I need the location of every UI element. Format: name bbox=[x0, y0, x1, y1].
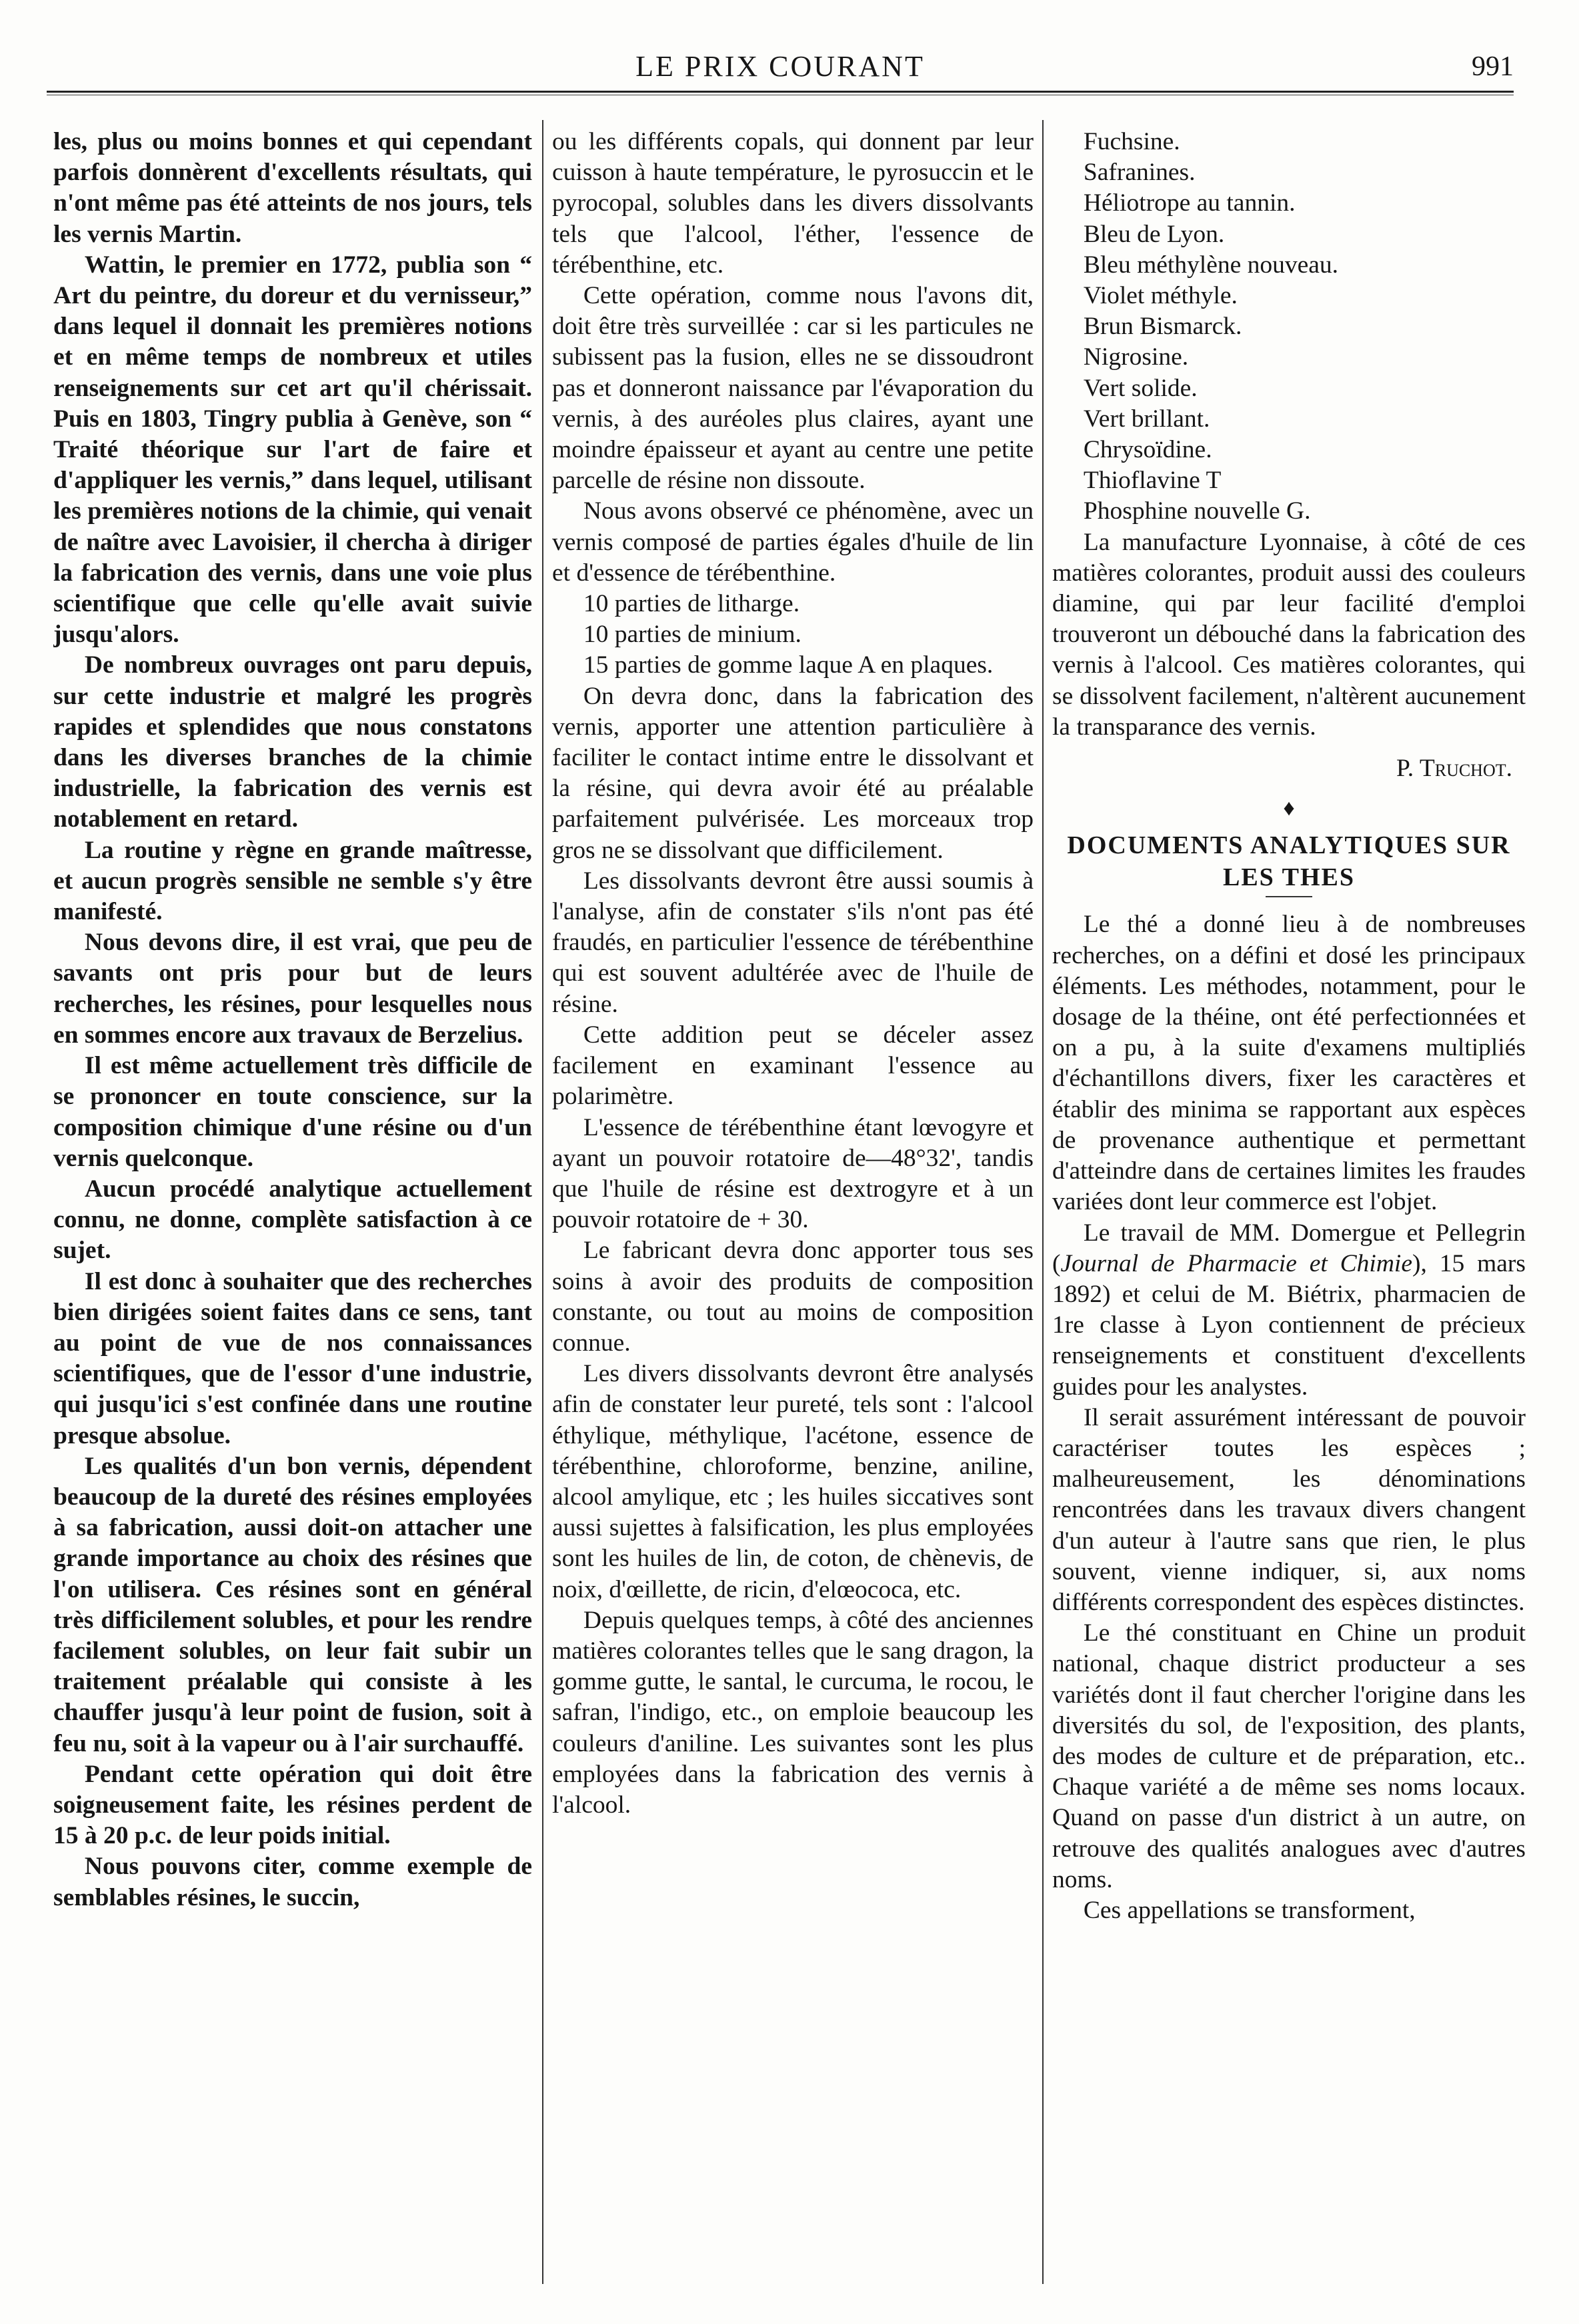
colorant-item: Bleu méthylène nouveau. bbox=[1083, 251, 1339, 279]
paragraph: Les divers dissolvants devront être analysés afin de constater leur pureté, tels sont : l'alcool éthylique, méthylique, l'acétone, essence de térébenthine, chloroforme, benzine, aniline, alcool amylique, etc ; les huiles siccatives sont aussi sujettes à falsification, les plus employées sont les huiles de lin, de coton, de chènevis, de noix, d'œillette, de ricin, d'elœococa, etc. bbox=[552, 1360, 1034, 1603]
paragraph: Il est même actuellement très difficile de se prononcer en toute conscience, sur la composition chimique d'une résine ou d'un vernis quelconque. bbox=[53, 1052, 532, 1172]
paragraph: ou les différents copals, qui donnent par leur cuisson à haute température, le pyrosuccin et le pyrocopal, solubles dans les divers dissolvants tels que l'alcool, l'éther, l'essence de térébenthine, etc. bbox=[552, 128, 1034, 279]
section-title: DOCUMENTS ANALYTIQUES SUR LES THES bbox=[1067, 831, 1511, 892]
colorant-item: Chrysoïdine. bbox=[1083, 436, 1212, 464]
paragraph: Le thé a donné lieu à de nombreuses recherches, on a défini et dosé les principaux éléments. Les méthodes, notamment, pour le dosage de la théine, ont été perfectionnées et on a pu, à la suite d'examens multipliés d'échantillons divers, fixer les caractères et établir des minima se rapportant aux espèces de provenance authentique et permettant d'atteindre dans de certaines limites les fraudes variées dont leur commerce est l'objet. bbox=[1052, 911, 1526, 1216]
paragraph: Nous devons dire, il est vrai, que peu de savants ont pris pour but de leurs recherches, les résines, pour lesquelles nous en sommes encore aux travaux de Berzelius. bbox=[53, 929, 532, 1049]
paragraph: La routine y règne en grande maîtresse, et aucun progrès sensible ne semble s'y être manifesté. bbox=[53, 836, 532, 926]
colorant-item: Brun Bismarck. bbox=[1083, 313, 1242, 341]
paragraph: les, plus ou moins bonnes et qui cependant parfois donnèrent d'excellents résultats, qui n'ont même pas été atteints de nos jours, tels les vernis Martin. bbox=[53, 128, 532, 248]
paragraph: Les dissolvants devront être aussi soumis à l'analyse, afin de constater s'ils n'ont pas été fraudés, en particulier l'essence de térébenthine qui est souvent adultérée avec de l'huile de résine. bbox=[552, 867, 1034, 1018]
paragraph: Wattin, le premier en 1772, publia son “ Art du peintre, du doreur et du vernisseur,” dans lequel il donnait les premières notions et en même temps de nombreux et utiles renseignements sur cet art qu'il chérissait. Puis en 1803, Tingry publia à Genève, son “ Traité théorique sur l'art de faire et d'appliquer les vernis,” dans lequel, utilisant les premières notions de la chimie, qui venait de naître avec Lavoisier, il chercha à diriger la fabrication des vernis, dans une voie plus scientifique que celle qu'elle avait suivie jusqu'alors. bbox=[53, 251, 532, 649]
colorant-item: Thioflavine T bbox=[1083, 467, 1222, 495]
colorant-item: Phosphine nouvelle G. bbox=[1083, 497, 1311, 525]
title-rule bbox=[1266, 896, 1312, 897]
paragraph: Ces appellations se transforment, bbox=[1083, 1896, 1416, 1924]
colorant-item: Fuchsine. bbox=[1083, 128, 1180, 155]
paragraph bbox=[1052, 1218, 1526, 1403]
header-rule bbox=[47, 91, 1514, 95]
column-2 bbox=[552, 127, 1034, 2297]
recipe-item: 15 parties de gomme laque A en plaques. bbox=[583, 651, 994, 679]
text-run: ), 15 mars 1892) et celui de M. Biétrix, pharmacien de 1re classe à Lyon contiennent de précieux renseignements et constituent d'excellents guides pour les analystes. bbox=[1052, 1249, 1526, 1401]
paragraph: Nous avons observé ce phénomène, avec un vernis composé de parties égales d'huile de lin et d'essence de térébenthine. bbox=[552, 497, 1034, 587]
paragraph: Nous pouvons citer, comme exemple de semblables résines, le succin, bbox=[53, 1853, 532, 1911]
paragraph: De nombreux ouvrages ont paru depuis, sur cette industrie et malgré les progrès rapides et splendides que nous constatons dans les diverses branches de la chimie industrielle, la fabrication des vernis est notablement en retard. bbox=[53, 651, 532, 833]
recipe-item: 10 parties de minium. bbox=[583, 621, 802, 649]
page-header bbox=[47, 43, 1514, 96]
column-separator bbox=[1042, 120, 1044, 2284]
paragraph: L'essence de térébenthine étant lœvogyre et ayant un pouvoir rotatoire de—48°32', tandis que l'huile de résine est dextrogyre et à un pouvoir rotatoire de + 30. bbox=[552, 1113, 1034, 1234]
text-run: Le travail de MM. Domergue et Pellegrin ( bbox=[1052, 1219, 1526, 1277]
paragraph: Le thé constituant en Chine un produit national, chaque district producteur a ses variétés dont il faut chercher l'origine dans les diversités du sol, de l'exposition, des plants, des modes de culture et de préparation, etc.. Chaque variété a de même ses noms locaux. Quand on passe d'un district à un autre, on retrouve des qualités analogues avec d'autres noms. bbox=[1052, 1619, 1526, 1893]
paragraph: Cette opération, comme nous l'avons dit, doit être très surveillée : car si les particules ne subissent pas la fusion, elles ne se dissoudront pas et donneront naissance par l'évaporation du vernis, à des auréoles plus claires, ayant une moindre épaisseur et ayant au centre une petite parcelle de résine non dissoute. bbox=[552, 282, 1034, 495]
journal-title: Journal de Pharmacie et Chimie bbox=[1060, 1249, 1412, 1277]
paragraph: Le fabricant devra donc apporter tous ses soins à avoir des produits de composition constante, ou tout au moins de composition connue. bbox=[552, 1237, 1034, 1357]
paragraph: Cette addition peut se déceler assez facilement en examinant l'essence au polarimètre. bbox=[552, 1021, 1034, 1111]
paragraph: La manufacture Lyonnaise, à côté de ces matières colorantes, produit aussi des couleurs diamine, qui par leur facilité d'emploi trouveront un débouché dans la fabrication des vernis à l'alcool. Ces matières colorantes, qui se dissolvent facilement, n'altèrent aucunement la transparance des vernis. bbox=[1052, 528, 1526, 741]
paragraph: Il est donc à souhaiter que des recherches bien dirigées soient faites dans ce sens, tant au point de vue de nos connaissances scientifiques, que de l'essor d'une industrie, qui jusqu'ici s'est confinée dans une routine presque absolue. bbox=[53, 1267, 532, 1449]
paragraph: Les qualités d'un bon vernis, dépendent beaucoup de la dureté des résines employées à sa fabrication, aussi doit-on attacher une grande importance au choix des résines que l'on utilisera. Ces résines sont en général très difficilement solubles, et pour les rendre facilement solubles, on leur fait subir un traitement préalable qui consiste à les chauffer jusqu'à leur point de fusion, soit à feu nu, soit à la vapeur ou à l'air surchauffé. bbox=[53, 1452, 532, 1757]
page-number: 991 bbox=[1472, 51, 1514, 82]
author-signature: P. Truchot. bbox=[1396, 755, 1512, 783]
colorant-item: Vert solide. bbox=[1083, 374, 1198, 402]
paragraph: Depuis quelques temps, à côté des anciennes matières colorantes telles que le sang dragon, la gomme gutte, le santal, le curcuma, le rocou, le safran, l'indigo, etc., on emploie beaucoup les couleurs d'aniline. Les suivantes sont les plus employées dans la fabrication des vernis à l'alcool. bbox=[552, 1606, 1034, 1819]
paragraph: Pendant cette opération qui doit être soigneusement faite, les résines perdent de 15 à 20 p.c. de leur poids initial. bbox=[53, 1760, 532, 1850]
colorant-item: Violet méthyle. bbox=[1083, 282, 1238, 310]
colorant-item: Héliotrope au tannin. bbox=[1083, 189, 1296, 217]
paragraph: Il serait assurément intéressant de pouvoir caractériser toutes les espèces ; malheureusement, les dénominations rencontrées dans les travaux divers changent d'un auteur à l'autre sans que rien, le plus souvent, vienne indiquer, si, aux noms différents correspondent des espèces distinctes. bbox=[1052, 1403, 1526, 1616]
column-separator bbox=[542, 120, 543, 2284]
colorant-item: Vert brillant. bbox=[1083, 405, 1210, 433]
ornament-diamond-icon: ♦ bbox=[1283, 796, 1295, 821]
recipe-item: 10 parties de litharge. bbox=[583, 590, 800, 618]
column-3 bbox=[1052, 127, 1526, 2297]
colorant-item: Bleu de Lyon. bbox=[1083, 220, 1225, 248]
colorant-item: Nigrosine. bbox=[1083, 343, 1189, 371]
paragraph: On devra donc, dans la fabrication des vernis, apporter une attention particulière à faciliter le contact intime entre le dissolvant et la résine, qui devra avoir été au préalable parfaitement pulvérisée. Les morceaux trop gros ne se dissolvant que difficilement. bbox=[552, 682, 1034, 864]
colorant-item: Safranines. bbox=[1083, 159, 1196, 187]
paragraph: Aucun procédé analytique actuellement connu, ne donne, complète satisfaction à ce sujet. bbox=[53, 1175, 532, 1265]
column-1 bbox=[53, 127, 532, 2297]
running-title: LE PRIX COURANT bbox=[635, 50, 925, 83]
